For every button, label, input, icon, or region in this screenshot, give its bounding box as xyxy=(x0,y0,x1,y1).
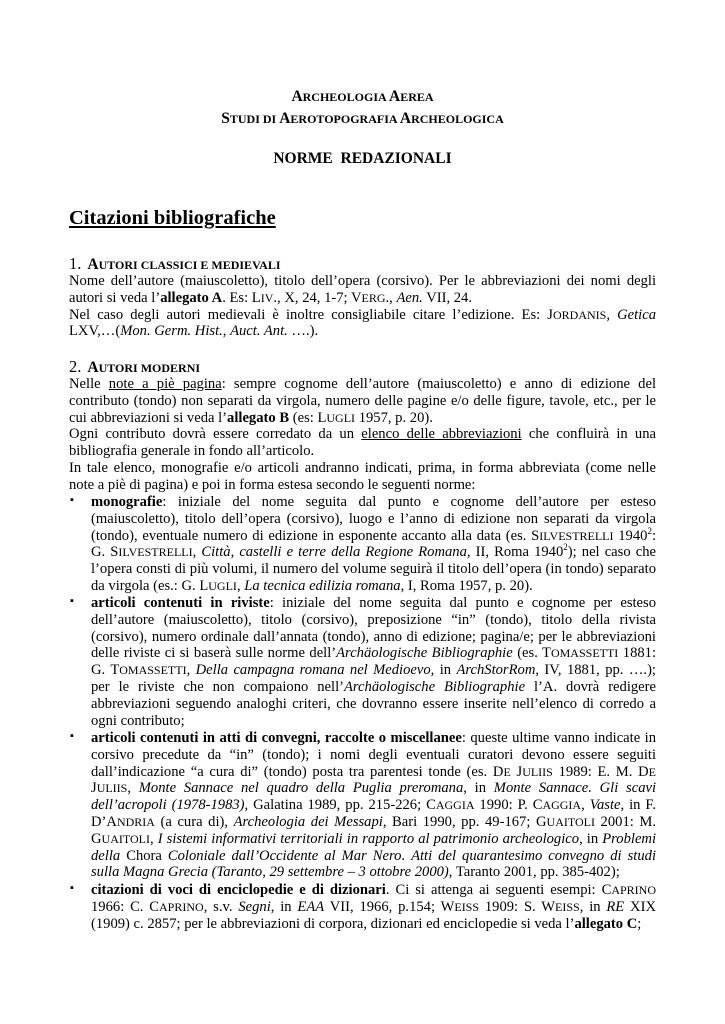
body-line: Ogni contributo dovrà essere corredato da un elenco delle abbreviazioni che confluirà in una xyxy=(69,426,657,443)
body-line: dall’indicazione “a cura di” (tondo) posta tra parentesi tonde (es. DE JULIIS 1989: E. M. DE xyxy=(91,763,657,780)
body-line: corsivo precedute da “in” (tondo); i nomi degli eventuali curatori devono essere seguiti xyxy=(91,746,656,763)
section-1-title: 1. AUTORI CLASSICI E MEDIEVALI xyxy=(69,254,281,273)
bullet-riviste xyxy=(91,595,656,729)
body-line: Nelle note a piè pagina: sempre cognome dell’autore (maiuscoletto) e anno di edizione del xyxy=(69,376,656,392)
body-line: ogni contributo; xyxy=(91,712,185,729)
body-line: bibliografia generale in fondo all’articolo. xyxy=(69,443,315,460)
body-line: (tondo), eventuale numero di edizione in esponente accanto alla data (es. SILVESTRELLI 1940$^2$: xyxy=(91,525,656,544)
body-line: JULIIS, Monte Sannace nel quadro della Puglia preromana, in Monte Sannace. Gli scavi xyxy=(91,780,657,797)
journal-title: ARCHEOLOGIA AEREA xyxy=(291,88,434,105)
bullet-icon: ▪ xyxy=(70,494,74,506)
body-line: 1966: C. CAPRINO, s.v. Segni, in EAA VII, 1966, p.154; WEISS 1909: S. WEISS, in RE XIX xyxy=(91,898,656,915)
body-line: note a piè di pagina) e poi in forma estesa secondo le seguenti norme: xyxy=(69,476,476,493)
body-line: dell’autore (maiuscoletto), titolo (corsivo), preposizione “in” (tondo), titolo della rivista xyxy=(91,611,656,628)
body-line: citazioni di voci di enciclopedie e di dizionari. Ci si attenga ai seguenti esempi: CAPRINO xyxy=(91,882,656,898)
bullet-enciclopedie xyxy=(91,882,656,932)
body-line: per le riviste che non compaiono nell’Archäologische Bibliographie l’A. dovrà redigere xyxy=(91,678,657,695)
body-line: GUAITOLI, I sistemi informativi territoriali in rapporto al patrimonio archeologico, in Problemi xyxy=(91,830,657,847)
body-line: articoli contenuti in atti di convegni, raccolte o miscellanee: queste ultime vanno indicate in xyxy=(91,730,656,746)
section-2-body xyxy=(69,376,656,494)
body-line: (1909) c. 2857; per le abbreviazioni di corpora, dizionari ed enciclopedie si veda l’allegato C; xyxy=(91,915,642,932)
section-heading: Citazioni bibliografiche xyxy=(69,207,276,229)
body-line: D’ANDRIA (a cura di), Archeologia dei Messapi, Bari 1990, pp. 49-167; GUAITOLI 2001: M. xyxy=(91,813,656,830)
body-line: monografie: iniziale del nome seguita dal punto e cognome dell’autore per esteso xyxy=(91,494,656,510)
body-line: l’opera consti di più volumi, il numero del volume seguirà il titolo dell’opera (in tondo) separato xyxy=(91,561,656,578)
section-1-body xyxy=(69,273,656,340)
body-line: sulla Magna Grecia (Taranto, 29 settembre – 3 ottobre 2000), Taranto 2001, pp. 385-402); xyxy=(91,864,620,881)
section-2-title: 2. AUTORI MODERNI xyxy=(69,357,201,376)
body-line: delle riviste ci si baserà sulle norme dell’Archäologische Bibliographie (es. TOMASSETTI 1881: xyxy=(91,645,657,662)
bullet-monografie xyxy=(91,494,656,595)
body-line: G. SILVESTRELLI, Città, castelli e terre della Regione Romana, II, Roma 1940$^2$); nel caso che xyxy=(91,542,656,561)
body-line: LXV,…(Mon. Germ. Hist., Auct. Ant. ….). xyxy=(69,323,319,340)
body-line: cui abbreviazioni si veda l’allegato B (es: LUGLI 1957, p. 20). xyxy=(69,409,433,426)
bullet-icon: ▪ xyxy=(70,595,74,607)
body-line: contributo (tondo) non separati da virgola, numero delle pagine e/o delle figure, tavole, etc., per le xyxy=(69,392,656,409)
body-line: (corsivo), numero ordinale dall’annata (tondo), anno di edizione; pagina/e; per le abbreviazioni xyxy=(91,628,656,645)
body-line: da virgola (es.: G. LUGLI, La tecnica edilizia romana, I, Roma 1957, p. 20). xyxy=(91,577,533,594)
document-title: NORME REDAZIONALI xyxy=(273,150,452,167)
body-line: autori si veda l’allegato A. Es: LIV., X, 24, 1-7; VERG., Aen. VII, 24. xyxy=(69,289,472,306)
body-line: abbreviazioni seguendo analoghi criteri, che dovranno essere inserite nell’elenco di corredo a xyxy=(91,695,656,712)
bullet-icon: ▪ xyxy=(70,882,74,894)
body-line: della Chora Coloniale dall’Occidente al Mar Nero. Atti del quarantesimo convegno di studi xyxy=(91,847,656,864)
body-line: dell’acropoli (1978-1983), Galatina 1989, pp. 215-226; CAGGIA 1990: P. CAGGIA, Vaste, in F. xyxy=(91,797,656,814)
body-line: Nel caso degli autori medievali è inoltre consigliabile citare l’edizione. Es: JORDANIS, Getica xyxy=(69,306,657,323)
bullet-convegni xyxy=(91,730,656,881)
journal-subtitle: STUDI DI AEROTOPOGRAFIA ARCHEOLOGICA xyxy=(221,110,504,127)
bullet-icon: ▪ xyxy=(70,730,74,742)
body-line: articoli contenuti in riviste: iniziale del nome seguita dal punto e cognome per esteso xyxy=(91,595,657,611)
body-line: G. TOMASSETTI, Della campagna romana nel Medioevo, in ArchStorRom, IV, 1881, pp. ….); xyxy=(91,662,656,679)
body-line: In tale elenco, monografie e/o articoli andranno indicati, prima, in forma abbreviata (come nelle xyxy=(69,459,656,476)
body-line: Nome dell’autore (maiuscoletto), titolo dell’opera (corsivo). Per le abbreviazioni dei nomi degli xyxy=(69,273,656,289)
body-line: (maiuscoletto), titolo dell’opera (corsivo), luogo e l’anno di edizione non separati da virgola xyxy=(91,510,656,527)
